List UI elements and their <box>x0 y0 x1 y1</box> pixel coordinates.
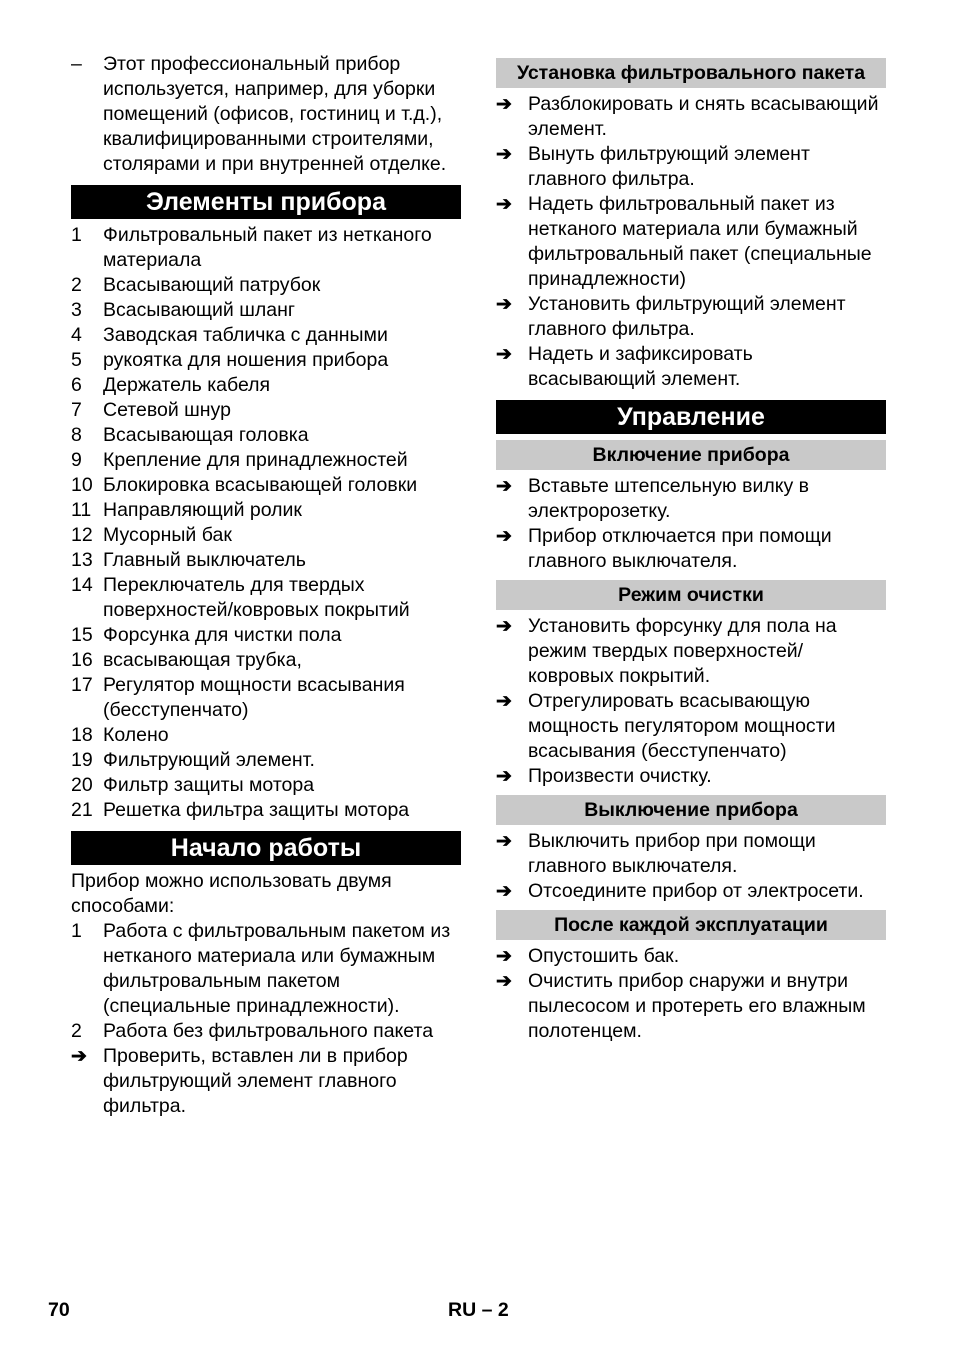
item-number: 2 <box>71 1020 82 1042</box>
item-text: Всасывающий патрубок <box>103 274 321 296</box>
item-text: Колено <box>103 724 169 746</box>
item-number: 6 <box>71 374 82 396</box>
start-arrow-text: Проверить, вставлен ли в прибор фильтрующий элемент главного фильтра. <box>103 1045 408 1117</box>
item-number: 10 <box>71 474 93 496</box>
item-number: 1 <box>71 920 82 942</box>
list-item <box>71 448 461 473</box>
arrow-icon: ➔ <box>496 344 512 365</box>
intro-item <box>71 52 461 177</box>
item-number: 1 <box>71 224 82 246</box>
list-item <box>71 273 461 298</box>
item-number: 19 <box>71 749 93 771</box>
list-item <box>71 773 461 798</box>
item-text: Вынуть фильтрующий элемент главного фильтра. <box>528 143 810 190</box>
start-list <box>71 919 461 1044</box>
page-number: 70 <box>48 1299 70 1321</box>
list-item <box>496 524 886 574</box>
list-item <box>496 192 886 292</box>
list-item <box>496 689 886 764</box>
list-item <box>71 673 461 723</box>
item-number: 8 <box>71 424 82 446</box>
list-item <box>71 919 461 1019</box>
list-item <box>496 944 886 969</box>
arrow-icon: ➔ <box>496 616 512 637</box>
list-item <box>71 723 461 748</box>
item-text: Прибор отключается при помощи главного выключателя. <box>528 525 832 572</box>
list-item <box>496 342 886 392</box>
list-item <box>71 548 461 573</box>
item-number: 4 <box>71 324 82 346</box>
arrow-icon: ➔ <box>496 476 512 497</box>
list-item <box>71 623 461 648</box>
list-item <box>71 348 461 373</box>
item-number: 17 <box>71 674 93 696</box>
item-text: Отсоедините прибор от электросети. <box>528 880 864 902</box>
item-text: Опустошить бак. <box>528 945 680 967</box>
intro-dash: – <box>71 53 82 75</box>
item-number: 14 <box>71 574 93 596</box>
page-label: RU – 2 <box>448 1299 509 1321</box>
list-item <box>496 764 886 789</box>
item-number: 20 <box>71 774 93 796</box>
item-text: рукоятка для ношения прибора <box>103 349 389 371</box>
item-number: 13 <box>71 549 93 571</box>
arrow-icon: ➔ <box>496 194 512 215</box>
item-number: 2 <box>71 274 82 296</box>
item-number: 11 <box>71 499 92 521</box>
item-text: Разблокировать и снять всасывающий элемент. <box>528 93 879 140</box>
list-item <box>71 498 461 523</box>
list-item <box>71 423 461 448</box>
item-text: всасывающая трубка, <box>103 649 302 671</box>
clean-steps <box>496 614 886 789</box>
list-item <box>71 298 461 323</box>
list-item <box>496 92 886 142</box>
list-item <box>71 523 461 548</box>
section-start-title: Начало работы <box>71 831 461 865</box>
list-item <box>71 748 461 773</box>
item-text: Установить форсунку для пола на режим твердых поверхностей/ковровых покрытий. <box>528 615 837 687</box>
arrow-icon: ➔ <box>496 294 512 315</box>
list-item <box>496 474 886 524</box>
item-text: Фильтрующий элемент. <box>103 749 315 771</box>
arrow-icon: ➔ <box>496 946 512 967</box>
arrow-icon: ➔ <box>496 691 512 712</box>
list-item <box>71 648 461 673</box>
on-title: Включение прибора <box>496 440 886 470</box>
clean-title: Режим очистки <box>496 580 886 610</box>
arrow-icon: ➔ <box>496 144 512 165</box>
list-item <box>71 323 461 348</box>
arrow-icon: ➔ <box>496 94 512 115</box>
list-item <box>71 473 461 498</box>
item-text: Фильтр защиты мотора <box>103 774 315 796</box>
item-text: Направляющий ролик <box>103 499 302 521</box>
off-steps <box>496 829 886 904</box>
list-item <box>71 398 461 423</box>
item-text: Всасывающий шланг <box>103 299 295 321</box>
item-number: 7 <box>71 399 82 421</box>
item-text: Произвести очистку. <box>528 765 712 787</box>
list-item <box>71 373 461 398</box>
item-number: 12 <box>71 524 93 546</box>
list-item <box>71 573 461 623</box>
arrow-icon: ➔ <box>496 526 512 547</box>
item-text: Форсунка для чистки пола <box>103 624 342 646</box>
item-text: Установить фильтрующий элемент главного фильтра. <box>528 293 846 340</box>
item-text: Главный выключатель <box>103 549 306 571</box>
left-column <box>71 52 461 1119</box>
item-text: Заводская табличка с данными <box>103 324 388 346</box>
start-paragraph: Прибор можно использовать двумя способами: <box>71 870 392 917</box>
section-elements-title: Элементы прибора <box>71 185 461 219</box>
after-steps <box>496 944 886 1044</box>
list-item <box>496 879 886 904</box>
item-text: Крепление для принадлежностей <box>103 449 408 471</box>
list-item <box>496 142 886 192</box>
item-text: Переключатель для твердых поверхностей/ковровых покрытий <box>103 574 410 621</box>
elements-list <box>71 223 461 823</box>
list-item <box>71 1019 461 1044</box>
start-arrow-item <box>71 1044 461 1119</box>
item-text: Надеть фильтровальный пакет из нетканого материала или бумажный фильтровальный пакет (специальные принадлежности) <box>528 193 872 290</box>
item-text: Выключить прибор при помощи главного выключателя. <box>528 830 816 877</box>
item-number: 16 <box>71 649 93 671</box>
list-item <box>496 829 886 879</box>
item-number: 18 <box>71 724 93 746</box>
list-item <box>496 614 886 689</box>
item-text: Решетка фильтра защиты мотора <box>103 799 410 821</box>
list-item <box>71 798 461 823</box>
item-text: Очистить прибор снаружи и внутри пылесосом и протереть его влажным полотенцем. <box>528 970 866 1042</box>
item-number: 15 <box>71 624 93 646</box>
item-text: Всасывающая головка <box>103 424 309 446</box>
item-text: Блокировка всасывающей головки <box>103 474 418 496</box>
item-number: 21 <box>71 799 93 821</box>
arrow-icon: ➔ <box>496 766 512 787</box>
item-text: Фильтровальный пакет из нетканого материала <box>103 224 432 271</box>
install-title: Установка фильтровального пакета <box>496 58 886 88</box>
item-text: Регулятор мощности всасывания (бесступенчато) <box>103 674 405 721</box>
item-number: 3 <box>71 299 82 321</box>
arrow-icon: ➔ <box>496 831 512 852</box>
item-number: 5 <box>71 349 82 371</box>
item-text: Мусорный бак <box>103 524 232 546</box>
item-text: Держатель кабеля <box>103 374 271 396</box>
install-steps <box>496 92 886 392</box>
item-text: Надеть и зафиксировать всасывающий элемент. <box>528 343 753 390</box>
item-text: Работа без фильтровального пакета <box>103 1020 434 1042</box>
list-item <box>496 969 886 1044</box>
item-text: Вставьте штепсельную вилку в электророзетку. <box>528 475 809 522</box>
after-title: После каждой эксплуатации <box>496 910 886 940</box>
item-text: Отрегулировать всасывающую мощность пегулятором мощности всасывания (бесступенчато) <box>528 690 836 762</box>
section-control-title: Управление <box>496 400 886 434</box>
off-title: Выключение прибора <box>496 795 886 825</box>
right-column <box>496 52 886 1044</box>
on-steps <box>496 474 886 574</box>
item-number: 9 <box>71 449 82 471</box>
list-item <box>496 292 886 342</box>
arrow-icon: ➔ <box>496 881 512 902</box>
item-text: Работа с фильтровальным пакетом из нетканого материала или бумажным фильтровальным пакетом (специальные принадлежности). <box>103 920 451 1017</box>
list-item <box>71 223 461 273</box>
item-text: Сетевой шнур <box>103 399 231 421</box>
intro-text: Этот профессиональный прибор используется, например, для уборки помещений (офисов, гостиниц и т.д.), квалифицированными строителями, столярами и при внутренней отделке. <box>103 53 447 175</box>
arrow-icon: ➔ <box>71 1046 87 1067</box>
arrow-icon: ➔ <box>496 971 512 992</box>
